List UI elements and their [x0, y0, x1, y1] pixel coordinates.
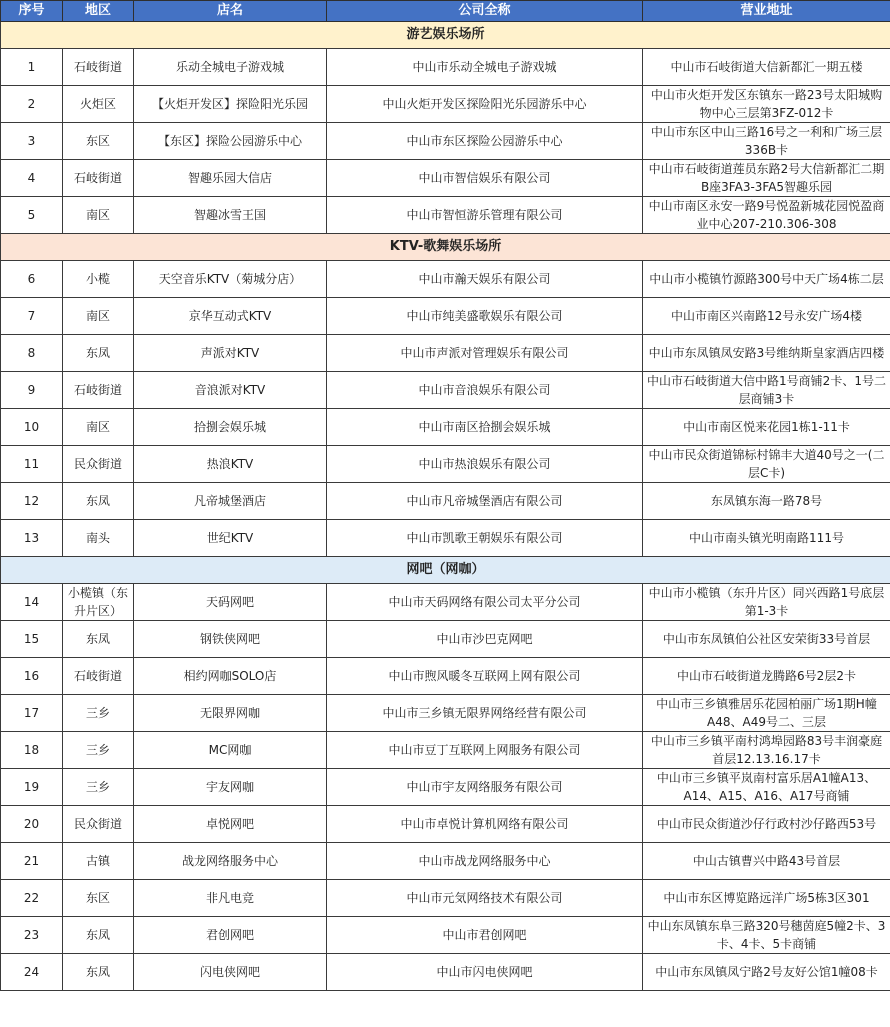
cell-area: 南区: [63, 409, 134, 446]
cell-area: 南区: [63, 197, 134, 234]
cell-area: 三乡: [63, 695, 134, 732]
cell-number: 9: [1, 372, 63, 409]
cell-address: 中山市石岐街道龙腾路6号2层2卡: [643, 658, 890, 695]
cell-address: 中山市东区中山三路16号之一利和广场三层336B卡: [643, 123, 890, 160]
cell-store-name: 无限界网咖: [134, 695, 327, 732]
cell-number: 8: [1, 335, 63, 372]
table-row: [1, 335, 890, 372]
table-row: [1, 584, 890, 621]
cell-area: 南头: [63, 520, 134, 557]
cell-number: 3: [1, 123, 63, 160]
cell-number: 21: [1, 843, 63, 880]
cell-number: 16: [1, 658, 63, 695]
cell-store-name: 【东区】探险公园游乐中心: [134, 123, 327, 160]
cell-address: 中山市石岐街道莲员东路2号大信新都汇二期B座3FA3-3FA5智趣乐园: [643, 160, 890, 197]
cell-company: 中山市智恒游乐管理有限公司: [327, 197, 643, 234]
section-title: 网吧（网咖）: [1, 557, 890, 584]
cell-company: 中山市智信娱乐有限公司: [327, 160, 643, 197]
cell-company: 中山市纯美盛歌娱乐有限公司: [327, 298, 643, 335]
cell-address: 中山市三乡镇平南村鸿埠园路83号丰润豪庭首层12.13.16.17卡: [643, 732, 890, 769]
cell-address: 中山市三乡镇平岚南村富乐居A1幢A13、A14、A15、A16、A17号商铺: [643, 769, 890, 806]
cell-company: 中山市凯歌王朝娱乐有限公司: [327, 520, 643, 557]
cell-store-name: 智趣冰雪王国: [134, 197, 327, 234]
section-header-row: [1, 557, 890, 584]
section-title: 游艺娱乐场所: [1, 22, 890, 49]
table-row: [1, 298, 890, 335]
cell-store-name: 君创网吧: [134, 917, 327, 954]
cell-number: 17: [1, 695, 63, 732]
cell-area: 小榄: [63, 261, 134, 298]
col-header-address: 营业地址: [643, 1, 890, 22]
cell-store-name: 声派对KTV: [134, 335, 327, 372]
cell-number: 22: [1, 880, 63, 917]
cell-area: 火炬区: [63, 86, 134, 123]
cell-number: 11: [1, 446, 63, 483]
cell-area: 民众街道: [63, 446, 134, 483]
cell-company: 中山市战龙网络服务中心: [327, 843, 643, 880]
cell-area: 南区: [63, 298, 134, 335]
cell-store-name: 天空音乐KTV（菊城分店）: [134, 261, 327, 298]
cell-store-name: 音浪派对KTV: [134, 372, 327, 409]
cell-address: 中山市三乡镇雅居乐花园柏丽广场1期H幢A48、A49号二、三层: [643, 695, 890, 732]
cell-address: 中山市石岐街道大信新都汇一期五楼: [643, 49, 890, 86]
cell-address: 中山东凤镇东阜三路320号穗茵庭5幢2卡、3卡、4卡、5卡商铺: [643, 917, 890, 954]
cell-number: 15: [1, 621, 63, 658]
cell-store-name: 京华互动式KTV: [134, 298, 327, 335]
cell-number: 10: [1, 409, 63, 446]
cell-store-name: 凡帝城堡酒店: [134, 483, 327, 520]
table-row: [1, 806, 890, 843]
cell-store-name: 非凡电竞: [134, 880, 327, 917]
cell-store-name: 卓悦网吧: [134, 806, 327, 843]
cell-address: 中山古镇曹兴中路43号首层: [643, 843, 890, 880]
section-title: KTV-歌舞娱乐场所: [1, 234, 890, 261]
cell-address: 中山市民众街道沙仔行政村沙仔路西53号: [643, 806, 890, 843]
cell-number: 4: [1, 160, 63, 197]
cell-area: 三乡: [63, 769, 134, 806]
cell-address: 中山市南区永安一路9号悦盈新城花园悦盈商业中心207-210.306-308: [643, 197, 890, 234]
cell-address: 中山市民众街道锦标村锦丰大道40号之一(二层C卡): [643, 446, 890, 483]
table-row: [1, 954, 890, 991]
cell-company: 中山市君创网吧: [327, 917, 643, 954]
cell-company: 中山市沙巴克网吧: [327, 621, 643, 658]
cell-store-name: 宇友网咖: [134, 769, 327, 806]
cell-number: 20: [1, 806, 63, 843]
cell-address: 中山市小榄镇（东升片区）同兴西路1号底层第1-3卡: [643, 584, 890, 621]
cell-company: 中山市煦风暖冬互联网上网有限公司: [327, 658, 643, 695]
table-row: [1, 658, 890, 695]
cell-company: 中山市元気网络技术有限公司: [327, 880, 643, 917]
table-row: [1, 843, 890, 880]
cell-number: 24: [1, 954, 63, 991]
cell-area: 东凤: [63, 917, 134, 954]
table-row: [1, 446, 890, 483]
cell-store-name: 拾捌会娱乐城: [134, 409, 327, 446]
section-header-row: [1, 234, 890, 261]
cell-area: 东区: [63, 880, 134, 917]
cell-number: 23: [1, 917, 63, 954]
cell-address: 中山市火炬开发区东镇东一路23号太阳城购物中心三层第3FZ-012卡: [643, 86, 890, 123]
cell-area: 东凤: [63, 621, 134, 658]
cell-address: 中山市石岐街道大信中路1号商铺2卡、1号二层商铺3卡: [643, 372, 890, 409]
table-row: [1, 880, 890, 917]
cell-company: 中山市豆丁互联网上网服务有限公司: [327, 732, 643, 769]
cell-store-name: 战龙网络服务中心: [134, 843, 327, 880]
cell-store-name: MC网咖: [134, 732, 327, 769]
cell-number: 14: [1, 584, 63, 621]
cell-company: 中山市宇友网络服务有限公司: [327, 769, 643, 806]
table-row: [1, 372, 890, 409]
cell-area: 东区: [63, 123, 134, 160]
cell-area: 石岐街道: [63, 658, 134, 695]
cell-company: 中山市声派对管理娱乐有限公司: [327, 335, 643, 372]
table-row: [1, 732, 890, 769]
cell-company: 中山市东区探险公园游乐中心: [327, 123, 643, 160]
cell-company: 中山火炬开发区探险阳光乐园游乐中心: [327, 86, 643, 123]
table-row: [1, 123, 890, 160]
cell-area: 东凤: [63, 954, 134, 991]
table-row: [1, 520, 890, 557]
table-row: [1, 621, 890, 658]
col-header-number: 序号: [1, 1, 63, 22]
cell-address: 中山市南头镇光明南路111号: [643, 520, 890, 557]
col-header-store: 店名: [134, 1, 327, 22]
cell-address: 中山市东区博览路远洋广场5栋3区301: [643, 880, 890, 917]
cell-company: 中山市热浪娱乐有限公司: [327, 446, 643, 483]
cell-number: 12: [1, 483, 63, 520]
table-row: [1, 160, 890, 197]
cell-area: 石岐街道: [63, 160, 134, 197]
cell-address: 中山市南区悦来花园1栋1-11卡: [643, 409, 890, 446]
table-row: [1, 917, 890, 954]
cell-store-name: 天码网吧: [134, 584, 327, 621]
cell-company: 中山市三乡镇无限界网络经营有限公司: [327, 695, 643, 732]
cell-store-name: 相约网咖SOLO店: [134, 658, 327, 695]
cell-address: 中山市小榄镇竹源路300号中天广场4栋二层: [643, 261, 890, 298]
cell-address: 中山市东凤镇凤安路3号维纳斯皇家酒店四楼: [643, 335, 890, 372]
cell-number: 1: [1, 49, 63, 86]
cell-area: 石岐街道: [63, 372, 134, 409]
cell-area: 三乡: [63, 732, 134, 769]
cell-address: 中山市东凤镇凤宁路2号友好公馆1幢08卡: [643, 954, 890, 991]
cell-store-name: 热浪KTV: [134, 446, 327, 483]
cell-address: 东凤镇东海一路78号: [643, 483, 890, 520]
cell-store-name: 世纪KTV: [134, 520, 327, 557]
cell-number: 2: [1, 86, 63, 123]
cell-company: 中山市凡帝城堡酒店有限公司: [327, 483, 643, 520]
table-row: [1, 86, 890, 123]
cell-company: 中山市闪电侠网吧: [327, 954, 643, 991]
cell-area: 小榄镇（东升片区）: [63, 584, 134, 621]
cell-company: 中山市音浪娱乐有限公司: [327, 372, 643, 409]
table-row: [1, 49, 890, 86]
col-header-company: 公司全称: [327, 1, 643, 22]
cell-address: 中山市东凤镇伯公社区安荣街33号首层: [643, 621, 890, 658]
cell-store-name: 闪电侠网吧: [134, 954, 327, 991]
cell-store-name: 乐动全城电子游戏城: [134, 49, 327, 86]
cell-area: 东凤: [63, 335, 134, 372]
cell-area: 民众街道: [63, 806, 134, 843]
cell-area: 东凤: [63, 483, 134, 520]
cell-area: 古镇: [63, 843, 134, 880]
table-row: [1, 483, 890, 520]
cell-company: 中山市南区拾捌会娱乐城: [327, 409, 643, 446]
cell-number: 7: [1, 298, 63, 335]
cell-area: 石岐街道: [63, 49, 134, 86]
table-row: [1, 261, 890, 298]
table-row: [1, 695, 890, 732]
section-header-row: [1, 22, 890, 49]
cell-store-name: 智趣乐园大信店: [134, 160, 327, 197]
table-row: [1, 769, 890, 806]
cell-company: 中山市天码网络有限公司太平分公司: [327, 584, 643, 621]
cell-number: 18: [1, 732, 63, 769]
cell-company: 中山市卓悦计算机网络有限公司: [327, 806, 643, 843]
cell-company: 中山市乐动全城电子游戏城: [327, 49, 643, 86]
cell-number: 5: [1, 197, 63, 234]
cell-store-name: 【火炬开发区】探险阳光乐园: [134, 86, 327, 123]
cell-store-name: 钢铁侠网吧: [134, 621, 327, 658]
col-header-area: 地区: [63, 1, 134, 22]
cell-company: 中山市瀚天娱乐有限公司: [327, 261, 643, 298]
cell-address: 中山市南区兴南路12号永安广场4楼: [643, 298, 890, 335]
header-row: [1, 1, 890, 22]
cell-number: 6: [1, 261, 63, 298]
cell-number: 19: [1, 769, 63, 806]
table-body: [1, 22, 890, 991]
cell-number: 13: [1, 520, 63, 557]
table-row: [1, 197, 890, 234]
table-row: [1, 409, 890, 446]
